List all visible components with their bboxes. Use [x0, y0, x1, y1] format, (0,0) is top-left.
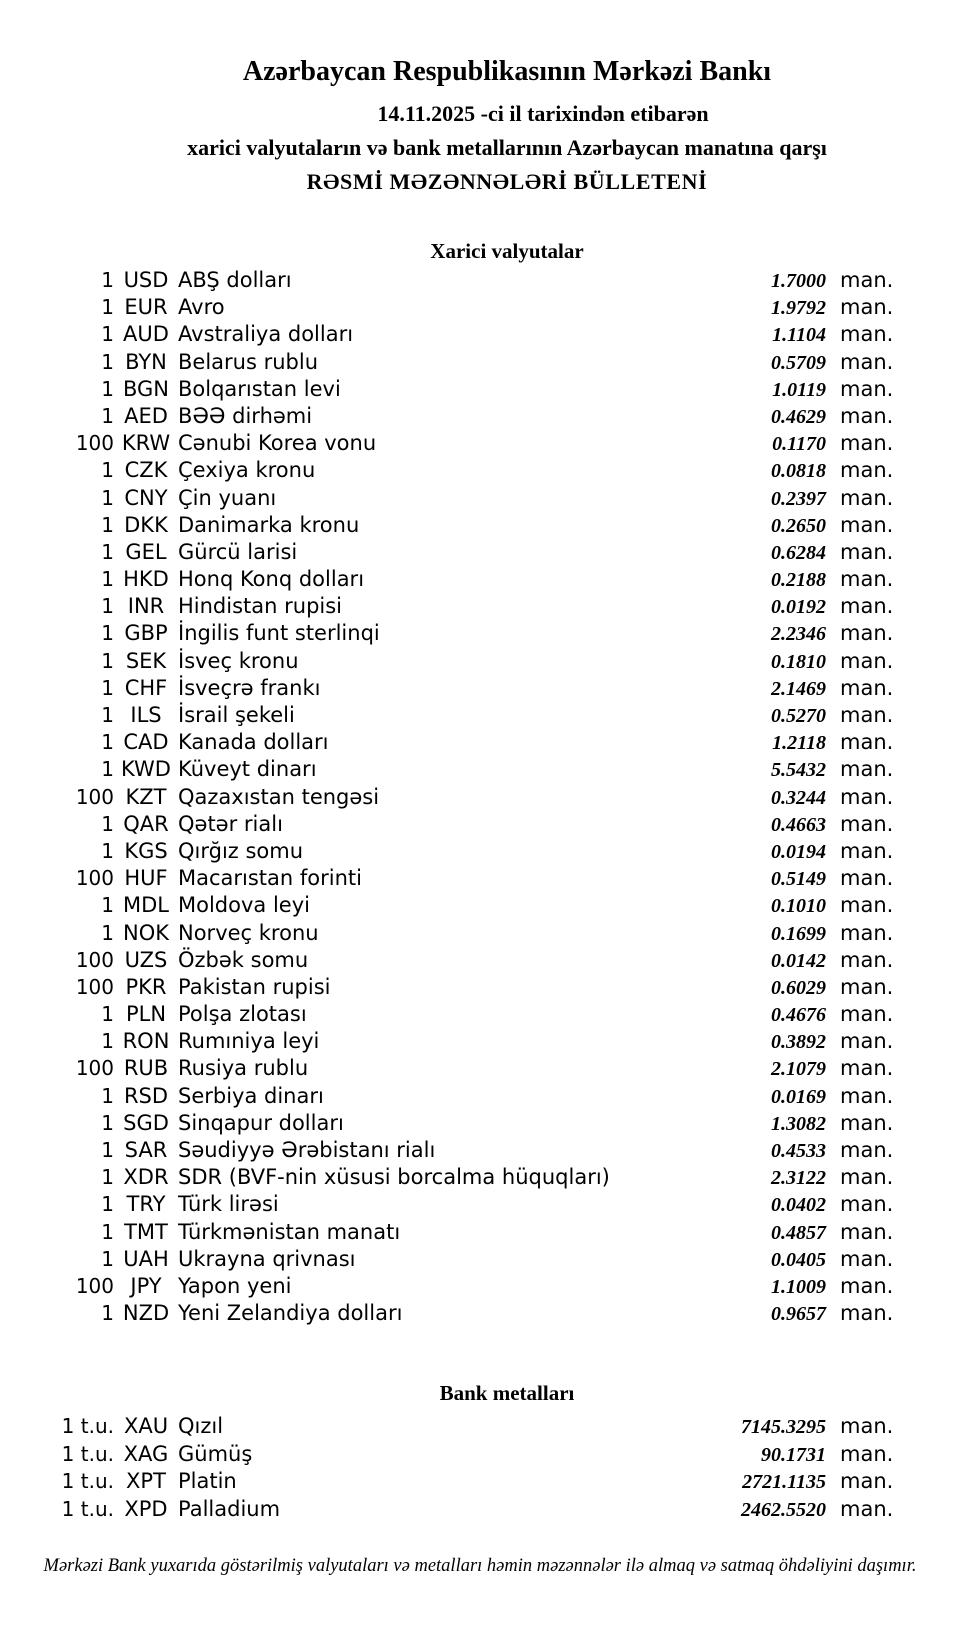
currency-name-cell: Hindistan rupisi: [178, 594, 343, 619]
unit-cell: man.: [840, 1273, 894, 1298]
currency-name-cell: Moldova leyi: [178, 893, 310, 918]
bulletin-title-line: RƏSMİ MƏZƏNNƏLƏRİ BÜLLETENİ: [306, 169, 708, 194]
quantity-cell: 1: [101, 512, 114, 537]
table-row: [54, 1055, 960, 1082]
quantity-cell: 1: [101, 594, 114, 619]
currency-name-cell: Avstraliya dolları: [178, 322, 354, 347]
unit-cell: man.: [840, 1056, 894, 1081]
unit-cell: man.: [840, 268, 894, 292]
currency-name-cell: Çexiya kronu: [178, 458, 316, 483]
currency-code-cell: UZS: [124, 947, 168, 972]
section-heading-currencies: Xarici valyutalar: [430, 239, 584, 263]
table-row: [54, 566, 960, 593]
currency-code-cell: XDR: [123, 1165, 169, 1190]
unit-cell: man.: [840, 539, 894, 564]
rate-value-cell: 0.5270: [771, 705, 826, 727]
currency-name-cell: Norveç kronu: [178, 920, 319, 945]
currency-name-cell: Macarıstan forinti: [178, 866, 362, 891]
quantity-cell: 1: [101, 567, 114, 592]
table-row: [54, 349, 960, 376]
rate-value-cell: 0.4676: [771, 1004, 826, 1027]
quantity-cell: 1: [101, 349, 114, 374]
rate-value-cell: 0.6029: [771, 976, 826, 999]
table-row: [54, 1164, 960, 1191]
unit-cell: man.: [840, 838, 894, 863]
currency-name-cell: Səudiyyə Ərəbistanı rialı: [178, 1138, 436, 1162]
quantity-cell: 1: [101, 295, 114, 320]
currency-code-cell: AUD: [123, 322, 169, 347]
currency-name-cell: Danimarka kronu: [178, 512, 360, 537]
rate-value-cell: 0.2397: [771, 487, 826, 510]
quantity-cell: 1: [101, 893, 114, 918]
rate-value-cell: 2721.1135: [742, 1471, 826, 1494]
currency-name-cell: Türkmənistan manatı: [178, 1219, 401, 1244]
table-row: [54, 321, 960, 348]
currency-code-cell: TMT: [124, 1219, 168, 1244]
table-row: [54, 811, 960, 838]
rate-value-cell: 0.4629: [771, 405, 826, 428]
table-row: [54, 974, 960, 1001]
currency-code-cell: USD: [123, 268, 169, 292]
currency-name-cell: Bolqarıstan levi: [178, 376, 341, 401]
unit-cell: man.: [840, 594, 894, 619]
unit-cell: man.: [840, 567, 894, 592]
currency-code-cell: GEL: [125, 539, 167, 564]
quantity-cell: 1: [101, 539, 114, 564]
currency-code-cell: HUF: [124, 866, 168, 891]
currency-code-cell: KGS: [124, 838, 168, 863]
unit-cell: man.: [840, 920, 894, 945]
quantity-cell: 1: [101, 675, 114, 700]
currency-name-cell: Qırğız somu: [178, 838, 304, 863]
rate-value-cell: 2.2346: [771, 623, 826, 646]
quantity-cell: 1: [101, 703, 114, 727]
rate-value-cell: 1.9792: [771, 297, 826, 320]
currency-name-cell: Cənubi Korea vonu: [178, 431, 377, 456]
rate-value-cell: 1.0119: [772, 378, 826, 401]
currency-code-cell: NZD: [122, 1301, 170, 1326]
unit-cell: man.: [840, 893, 894, 918]
currency-code-cell: NOK: [122, 920, 169, 945]
currency-code-cell: RON: [122, 1029, 170, 1054]
currency-name-cell: İngilis funt sterlinqi: [178, 621, 380, 646]
quantity-cell: 1: [101, 376, 114, 401]
quantity-cell: 1: [101, 1192, 114, 1217]
currency-code-cell: KRW: [121, 431, 171, 456]
metal-rates-table: [54, 1413, 960, 1523]
page-title: Azərbaycan Respublikasının Mərkəzi Bankı: [242, 56, 772, 87]
unit-cell: man.: [840, 730, 894, 755]
currency-name-cell: Özbək somu: [178, 947, 309, 972]
unit-cell: man.: [840, 349, 894, 374]
currency-name-cell: Yapon yeni: [178, 1273, 292, 1298]
footer-note: Mərkəzi Bank yuxarıda göstərilmiş valyutaları və metalları həmin məzənnələr ilə almaq və satmaq öhdəliyini daşımır.: [43, 1556, 917, 1577]
unit-cell: man.: [840, 1110, 894, 1135]
rate-value-cell: 0.6284: [771, 541, 826, 564]
currency-name-cell: ABŞ dolları: [178, 268, 292, 292]
rate-value-cell: 0.5709: [771, 351, 826, 374]
rate-value-cell: 2.1469: [771, 677, 826, 700]
currency-name-cell: Qızıl: [178, 1414, 224, 1439]
currency-name-cell: Qətər rialı: [178, 811, 283, 836]
currency-name-cell: Türk lirəsi: [178, 1192, 279, 1217]
scope-line: xarici valyutaların və bank metallarının Azərbaycan manatına qarşı: [187, 135, 827, 160]
table-row: [54, 593, 960, 620]
currency-code-cell: MDL: [123, 893, 169, 918]
unit-cell: man.: [840, 1301, 894, 1326]
bulletin-document: [54, 56, 960, 1523]
currency-name-cell: Küveyt dinarı: [178, 757, 317, 782]
currency-name-cell: Palladium: [178, 1496, 281, 1521]
rate-value-cell: 0.5149: [771, 868, 826, 891]
unit-cell: man.: [840, 1002, 894, 1027]
currency-code-cell: BGN: [122, 376, 170, 401]
table-row: [54, 376, 960, 403]
unit-cell: man.: [840, 512, 894, 537]
rate-value-cell: 2462.5520: [741, 1498, 826, 1521]
currency-code-cell: XPD: [124, 1496, 168, 1521]
unit-cell: man.: [840, 1219, 894, 1244]
currency-name-cell: İsveçrə frankı: [178, 675, 321, 700]
unit-cell: man.: [840, 458, 894, 483]
rate-value-cell: 90.1731: [761, 1443, 826, 1466]
quantity-cell: 1: [101, 621, 114, 646]
currency-name-cell: Ukrayna qrivnası: [178, 1246, 356, 1271]
currency-code-cell: JPY: [130, 1273, 162, 1298]
table-row: [54, 920, 960, 947]
table-row: [54, 1001, 960, 1028]
unit-cell: man.: [840, 757, 894, 782]
rate-value-cell: 0.0169: [771, 1085, 826, 1108]
unit-cell: man.: [840, 811, 894, 836]
quantity-cell: 100: [75, 431, 114, 456]
currency-name-cell: Gürcü larisi: [178, 539, 298, 564]
currency-name-cell: Serbiya dinarı: [178, 1083, 324, 1108]
currency-code-cell: AED: [124, 403, 168, 428]
currency-name-cell: Sinqapur dolları: [178, 1110, 344, 1135]
quantity-cell: 1: [101, 1110, 114, 1135]
quantity-cell: 100: [75, 974, 114, 999]
rate-value-cell: 2.3122: [771, 1167, 826, 1190]
quantity-cell: 100: [75, 1273, 114, 1298]
table-row: [54, 512, 960, 539]
table-row: [54, 1191, 960, 1218]
currency-code-cell: SEK: [125, 648, 167, 673]
unit-cell: man.: [840, 1083, 894, 1108]
table-row: [54, 1028, 960, 1055]
rate-value-cell: 0.0818: [771, 460, 826, 483]
table-row: [54, 1083, 960, 1110]
quantity-cell: 1 t.u.: [61, 1469, 114, 1494]
section-heading-metals: Bank metalları: [439, 1381, 575, 1406]
currency-code-cell: CNY: [124, 485, 168, 510]
quantity-cell: 1: [101, 838, 114, 863]
table-row: [54, 1496, 960, 1524]
table-row: [54, 539, 960, 566]
currency-name-cell: Honq Konq dolları: [178, 567, 365, 592]
currency-code-cell: INR: [127, 594, 165, 619]
currency-code-cell: XPT: [126, 1469, 166, 1494]
quantity-cell: 1 t.u.: [61, 1441, 114, 1466]
rate-value-cell: 0.4533: [771, 1140, 826, 1162]
table-row: [54, 947, 960, 974]
unit-cell: man.: [840, 974, 894, 999]
table-row: [54, 892, 960, 919]
currency-code-cell: BYN: [125, 349, 167, 374]
unit-cell: man.: [840, 376, 894, 401]
rate-value-cell: 2.1079: [771, 1058, 826, 1081]
currency-name-cell: Gümüş: [178, 1441, 253, 1466]
currency-code-cell: XAG: [123, 1441, 169, 1466]
currency-code-cell: ILS: [130, 703, 162, 727]
table-row: [54, 1468, 960, 1496]
table-row: [54, 403, 960, 430]
rate-value-cell: 0.0192: [771, 596, 826, 619]
table-row: [54, 1273, 960, 1300]
currency-code-cell: QAR: [123, 811, 169, 836]
table-row: [54, 1246, 960, 1273]
rate-value-cell: 0.1170: [772, 433, 826, 456]
unit-cell: man.: [840, 1246, 894, 1271]
currency-code-cell: RSD: [123, 1083, 169, 1108]
quantity-cell: 1: [101, 1301, 114, 1326]
table-row: [54, 294, 960, 321]
currency-name-cell: Pakistan rupisi: [178, 974, 331, 999]
rate-value-cell: 0.2188: [771, 569, 826, 592]
rate-value-cell: 0.4857: [771, 1221, 826, 1244]
currency-code-cell: KZT: [125, 784, 167, 809]
currency-name-cell: SDR (BVF-nin xüsusi borcalma hüquqları): [178, 1165, 610, 1190]
currency-name-cell: BƏƏ dirhəmi: [178, 403, 313, 428]
quantity-cell: 1: [101, 268, 114, 292]
table-row: [54, 620, 960, 647]
quantity-cell: 1: [101, 648, 114, 673]
rate-value-cell: 0.9657: [771, 1303, 826, 1326]
unit-cell: man.: [840, 784, 894, 809]
rate-value-cell: 1.7000: [771, 270, 826, 292]
currency-code-cell: DKK: [124, 512, 168, 537]
unit-cell: man.: [840, 485, 894, 510]
unit-cell: man.: [840, 1192, 894, 1217]
currency-code-cell: EUR: [124, 295, 168, 320]
table-row: [54, 1137, 960, 1164]
quantity-cell: 1: [101, 1002, 114, 1027]
quantity-cell: 1 t.u.: [61, 1496, 114, 1521]
rate-value-cell: 0.2650: [771, 514, 826, 537]
quantity-cell: 1: [101, 458, 114, 483]
table-row: [54, 1110, 960, 1137]
rate-value-cell: 0.1810: [771, 650, 826, 673]
currency-name-cell: Qazaxıstan tengəsi: [178, 784, 380, 809]
quantity-cell: 1: [101, 920, 114, 945]
currency-code-cell: KWD: [121, 757, 171, 782]
unit-cell: man.: [840, 947, 894, 972]
effective-date-line: 14.11.2025 -ci il tarixindən etibarən: [377, 101, 709, 126]
currency-name-cell: Belarus rublu: [178, 349, 319, 374]
currency-code-cell: UAH: [123, 1246, 169, 1271]
currency-code-cell: SGD: [123, 1110, 169, 1135]
unit-cell: man.: [840, 295, 894, 320]
quantity-cell: 1: [101, 1029, 114, 1054]
rate-value-cell: 0.0405: [771, 1248, 826, 1271]
unit-cell: man.: [840, 866, 894, 891]
currency-code-cell: GBP: [124, 621, 168, 646]
currency-name-cell: Yeni Zelandiya dolları: [178, 1301, 403, 1326]
currency-code-cell: CZK: [124, 458, 168, 483]
table-row: [54, 1300, 960, 1327]
rate-value-cell: 1.3082: [771, 1112, 826, 1135]
table-row: [54, 702, 960, 729]
currency-name-cell: Rusiya rublu: [178, 1056, 309, 1081]
quantity-cell: 1: [101, 757, 114, 782]
quantity-cell: 1 t.u.: [61, 1414, 114, 1439]
rate-value-cell: 0.0402: [771, 1194, 826, 1217]
rate-value-cell: 1.2118: [772, 732, 826, 755]
unit-cell: man.: [840, 703, 894, 727]
quantity-cell: 1: [101, 1138, 114, 1162]
table-row: [54, 485, 960, 512]
table-row: [54, 784, 960, 811]
rate-value-cell: 1.1104: [772, 324, 826, 347]
table-row: [54, 1441, 960, 1469]
currency-name-cell: Çin yuanı: [178, 485, 277, 510]
unit-cell: man.: [840, 1029, 894, 1054]
currency-name-cell: İsveç kronu: [178, 648, 299, 673]
quantity-cell: 1: [101, 1219, 114, 1244]
rate-value-cell: 0.1010: [771, 895, 826, 918]
table-row: [54, 1219, 960, 1246]
currency-name-cell: Kanada dolları: [178, 730, 329, 755]
currency-name-cell: Polşa zlotası: [178, 1002, 307, 1027]
quantity-cell: 1: [101, 811, 114, 836]
unit-cell: man.: [840, 322, 894, 347]
unit-cell: man.: [840, 1496, 894, 1521]
quantity-cell: 1: [101, 730, 114, 755]
table-row: [54, 838, 960, 865]
table-row: [54, 729, 960, 756]
quantity-cell: 100: [75, 1056, 114, 1081]
unit-cell: man.: [840, 403, 894, 428]
unit-cell: man.: [840, 1414, 894, 1439]
currency-code-cell: TRY: [126, 1192, 166, 1217]
quantity-cell: 100: [75, 866, 114, 891]
table-row: [54, 675, 960, 702]
quantity-cell: 100: [75, 784, 114, 809]
currency-name-cell: Rumıniya leyi: [178, 1029, 320, 1054]
unit-cell: man.: [840, 1165, 894, 1190]
table-row: [54, 756, 960, 783]
unit-cell: man.: [840, 1441, 894, 1466]
table-row: [54, 430, 960, 457]
rate-value-cell: 1.1009: [771, 1275, 826, 1298]
rate-value-cell: 0.1699: [771, 922, 826, 945]
rate-value-cell: 5.5432: [771, 759, 826, 782]
unit-cell: man.: [840, 1469, 894, 1494]
table-row: [54, 648, 960, 675]
table-row: [54, 1413, 960, 1441]
currency-name-cell: İsrail şekeli: [178, 703, 295, 727]
quantity-cell: 1: [101, 1083, 114, 1108]
rate-value-cell: 0.3892: [771, 1031, 826, 1054]
table-row: [54, 457, 960, 484]
quantity-cell: 1: [101, 1165, 114, 1190]
currency-name-cell: Platin: [178, 1469, 237, 1494]
quantity-cell: 100: [75, 947, 114, 972]
currency-code-cell: HKD: [123, 567, 169, 592]
quantity-cell: 1: [101, 1246, 114, 1271]
currency-name-cell: Avro: [178, 295, 225, 320]
rate-value-cell: 0.0194: [771, 840, 826, 863]
rate-value-cell: 0.0142: [771, 949, 826, 972]
table-row: [54, 865, 960, 892]
currency-code-cell: PLN: [125, 1002, 167, 1027]
unit-cell: man.: [840, 431, 894, 456]
rate-value-cell: 0.3244: [771, 786, 826, 809]
unit-cell: man.: [840, 1138, 894, 1162]
currency-code-cell: XAU: [123, 1414, 169, 1439]
currency-code-cell: CAD: [123, 730, 169, 755]
quantity-cell: 1: [101, 403, 114, 428]
quantity-cell: 1: [101, 485, 114, 510]
rate-value-cell: 7145.3295: [741, 1416, 826, 1439]
currency-code-cell: CHF: [124, 675, 168, 700]
quantity-cell: 1: [101, 322, 114, 347]
unit-cell: man.: [840, 675, 894, 700]
currency-rates-table: [54, 267, 960, 1327]
currency-code-cell: RUB: [123, 1056, 169, 1081]
unit-cell: man.: [840, 648, 894, 673]
rate-value-cell: 0.4663: [771, 813, 826, 836]
currency-code-cell: PKR: [125, 974, 167, 999]
unit-cell: man.: [840, 621, 894, 646]
table-row: [54, 267, 960, 294]
currency-code-cell: SAR: [124, 1138, 168, 1162]
